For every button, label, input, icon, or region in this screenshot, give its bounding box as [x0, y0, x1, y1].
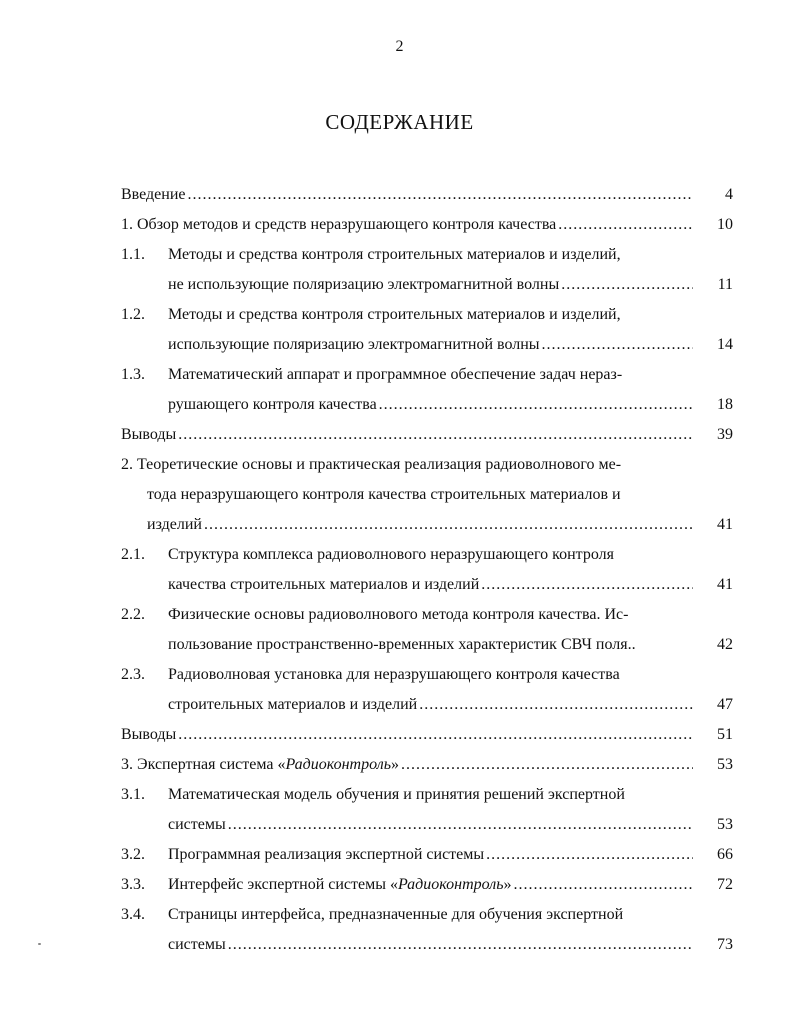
dot-leader: [228, 810, 693, 840]
toc-entry-text: пользование пространственно-временных характеристик СВЧ поля..: [168, 636, 636, 653]
toc-entry-text: строительных материалов и изделий: [168, 696, 418, 713]
toc-section-number: 2.3.: [121, 666, 145, 683]
toc-entry-text: изделий: [147, 516, 202, 533]
dot-leader: [419, 690, 693, 720]
toc-entry-text: качества строительных материалов и изделий: [168, 576, 480, 593]
dot-leader: [513, 870, 693, 900]
page-number: 2: [395, 38, 404, 55]
dot-leader: [228, 930, 693, 960]
toc-section-number: 1.1.: [121, 246, 145, 263]
toc-entry-text: Выводы: [121, 426, 177, 443]
toc-entry-text-italic: Радиоконтроль: [285, 756, 391, 773]
toc-page-number: 39: [717, 426, 733, 443]
toc-page-number: 10: [717, 216, 733, 233]
toc-entry-text: рушающего контроля качества: [168, 396, 377, 413]
toc-entry-text: Программная реализация экспертной системы: [168, 846, 485, 863]
toc-entry-text: Введение: [121, 186, 186, 203]
toc-section-number: 2.1.: [121, 546, 145, 563]
toc-entry-1-3[interactable]: [121, 360, 733, 420]
dot-leader: [188, 180, 694, 210]
dot-leader: [542, 330, 693, 360]
toc-entry-text: тода неразрушающего контроля качества строительных материалов и: [147, 486, 621, 503]
dot-leader: [558, 210, 693, 240]
toc-entry-text: Методы и средства контроля строительных материалов и изделий,: [168, 306, 621, 323]
dot-leader: [204, 510, 693, 540]
toc-page-number: 53: [717, 816, 733, 833]
toc-entry-3-1[interactable]: [121, 780, 733, 840]
toc-entry-text: »: [503, 876, 512, 893]
toc-entry-intro[interactable]: [121, 180, 733, 210]
toc-entry-text: Математический аппарат и программное обеспечение задач нераз-: [168, 366, 623, 383]
toc-entry-chapter-2[interactable]: [121, 450, 733, 540]
toc-page-number: 41: [717, 576, 733, 593]
toc-page-number: 51: [717, 726, 733, 743]
toc-page-number: 42: [717, 636, 733, 653]
toc-entry-1-2[interactable]: [121, 300, 733, 360]
toc-entry-text: не использующие поляризацию электромагнитной волны: [168, 276, 560, 293]
toc-page-number: 47: [717, 696, 733, 713]
page-title: СОДЕРЖАНИЕ: [325, 110, 474, 134]
dot-leader: [178, 420, 693, 450]
dot-leader: [401, 750, 693, 780]
dot-leader: [486, 840, 693, 870]
toc-entry-text: Физические основы радиоволнового метода контроля качества. Ис-: [168, 606, 629, 623]
toc-page-number: 66: [717, 846, 733, 863]
toc-entry-text: использующие поляризацию электромагнитной волны: [168, 336, 540, 353]
toc-page-number: 73: [717, 936, 733, 953]
toc-page-number: 53: [717, 756, 733, 773]
toc-entry-text: системы: [168, 936, 226, 953]
toc-entry-3-4[interactable]: [121, 900, 733, 960]
toc-entry-text: 1. Обзор методов и средств неразрушающего контроля качества: [121, 216, 557, 233]
toc-entry-text: Выводы: [121, 726, 177, 743]
table-of-contents: [121, 180, 733, 960]
toc-entry-conclusions-1[interactable]: [121, 420, 733, 450]
toc-entry-text: системы: [168, 816, 226, 833]
toc-page-number: 18: [717, 396, 733, 413]
toc-entry-text: Интерфейс экспертной системы «: [168, 876, 398, 893]
scan-speck: [38, 943, 41, 945]
toc-section-number: 3.2.: [121, 846, 145, 863]
dot-leader: [481, 570, 693, 600]
toc-page-number: 4: [725, 186, 733, 203]
toc-section-number: 3.1.: [121, 786, 145, 803]
toc-section-number: 1.3.: [121, 366, 145, 383]
toc-entry-1-1[interactable]: [121, 240, 733, 300]
toc-entry-text: Математическая модель обучения и принятия решений экспертной: [168, 786, 625, 803]
dot-leader: [561, 270, 693, 300]
toc-entry-chapter-3[interactable]: [121, 750, 733, 780]
toc-entry-2-1[interactable]: [121, 540, 733, 600]
toc-page-number: 11: [717, 276, 733, 293]
toc-entry-text: 2. Теоретические основы и практическая реализация радиоволнового ме-: [121, 456, 622, 473]
toc-entry-2-3[interactable]: [121, 660, 733, 720]
toc-entry-chapter-1[interactable]: [121, 210, 733, 240]
toc-entry-3-3[interactable]: [121, 870, 733, 900]
toc-section-number: 2.2.: [121, 606, 145, 623]
dot-leader: [178, 720, 693, 750]
toc-page-number: 72: [717, 876, 733, 893]
toc-page-number: 14: [717, 336, 733, 353]
dot-leader: [379, 390, 693, 420]
toc-entry-text: Радиоволновая установка для неразрушающего контроля качества: [168, 666, 620, 683]
toc-section-number: 3.3.: [121, 876, 145, 893]
toc-entry-text-italic: Радиоконтроль: [398, 876, 504, 893]
toc-entry-text: Структура комплекса радиоволнового неразрушающего контроля: [168, 546, 614, 563]
toc-section-number: 3.4.: [121, 906, 145, 923]
toc-entry-text: Методы и средства контроля строительных материалов и изделий,: [168, 246, 621, 263]
toc-entry-text: Страницы интерфейса, предназначенные для обучения экспертной: [168, 906, 624, 923]
toc-entry-conclusions-2[interactable]: [121, 720, 733, 750]
toc-entry-text: 3. Экспертная система «: [121, 756, 286, 773]
toc-entry-3-2[interactable]: [121, 840, 733, 870]
toc-section-number: 1.2.: [121, 306, 145, 323]
toc-entry-2-2[interactable]: [121, 600, 733, 660]
toc-entry-text: »: [390, 756, 399, 773]
toc-page-number: 41: [717, 516, 733, 533]
